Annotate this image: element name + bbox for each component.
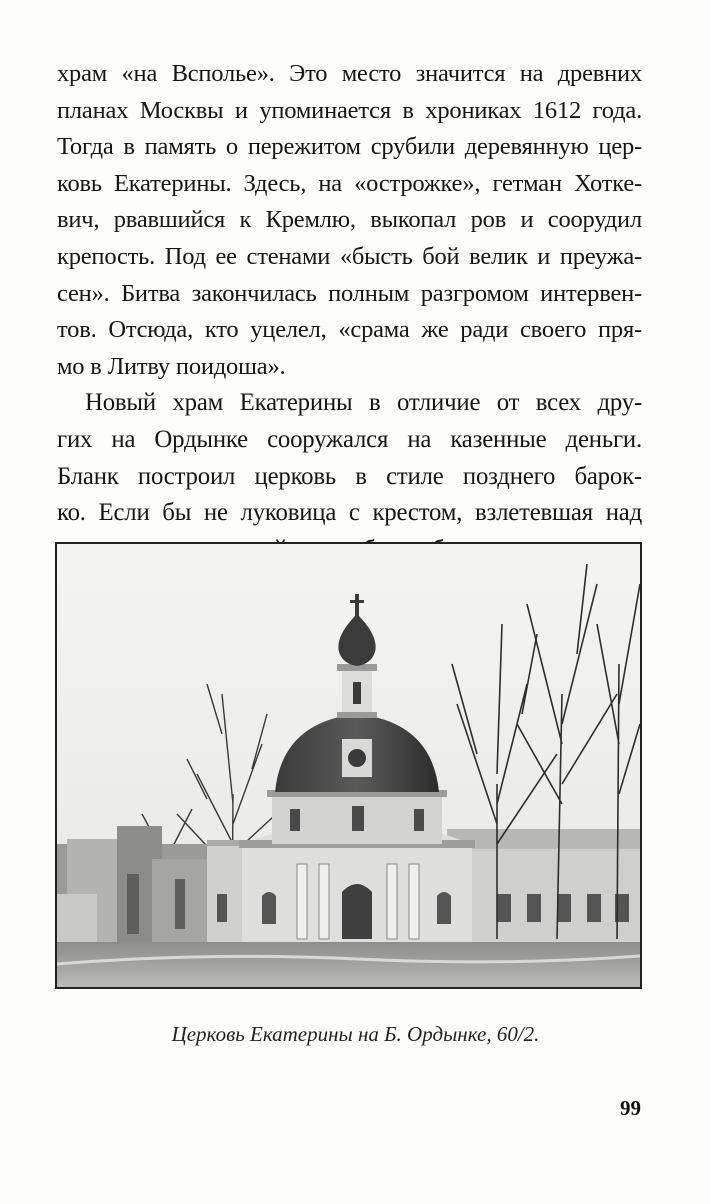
page-number: 99 [620,1096,641,1120]
text-line: ко. Если бы не луковица с крестом, взлетевшая над [57,499,642,527]
text-line: ковь Екатерины. Здесь, на «острожке», гетман Хотке- [57,169,642,197]
text-line: мо в Литву поидоша». [57,352,286,380]
paragraph-1 [57,56,642,385]
text-line: Новый храм Екатерины в отличие от всех дру- [85,389,642,417]
figure-caption: Церковь Екатерины на Б. Ордынке, 60/2. [171,1022,540,1046]
text-line: планах Москвы и упоминается в хрониках 1612 года. [57,96,642,124]
text-line: храм «на Всполье». Это место значится на древних [57,60,642,87]
text-line: тов. Отсюда, кто уцелел, «срама же ради своего пря- [57,316,642,344]
text-line: крепость. Под ее стенами «бысть бой велик и преужа- [57,242,642,270]
church-photo-drawing [57,544,640,987]
text-line: вич, рвавшийся к Кремлю, выкопал ров и соорудил [57,206,642,234]
text-line: гих на Ордынке сооружался на казенные деньги. [57,425,642,453]
text-line: Бланк построил церковь в стиле позднего барок- [57,462,642,490]
text-line: сен». Битва закончилась полным разгромом интервен- [57,279,642,307]
text-line: Тогда в память о пережитом срубили деревянную цер- [57,133,642,161]
body-text [57,56,642,605]
church-photo [55,542,642,989]
ground [57,942,640,987]
left-buildings [57,826,207,949]
